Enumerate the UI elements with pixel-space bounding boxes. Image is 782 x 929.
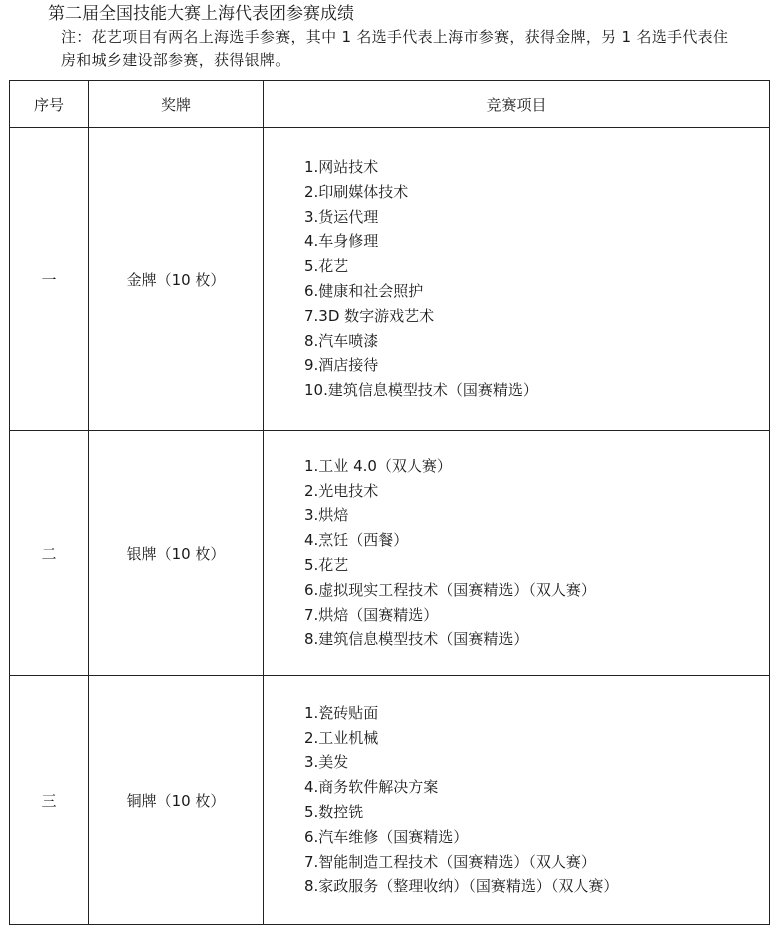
row-index: 一 <box>10 128 89 431</box>
event-item: 2.光电技术 <box>304 481 379 500</box>
event-item: 1.网站技术 <box>304 158 379 177</box>
event-item: 3.美发 <box>304 753 349 772</box>
event-item: 5.花艺 <box>304 257 349 276</box>
event-item: 3.货运代理 <box>304 207 379 226</box>
event-item: 2.印刷媒体技术 <box>304 182 409 201</box>
header-events: 竞赛项目 <box>264 81 770 128</box>
row-index: 二 <box>10 431 89 676</box>
row-index: 三 <box>10 676 89 925</box>
event-item: 4.商务软件解决方案 <box>304 778 439 797</box>
event-item: 10.建筑信息模型技术（国赛精选） <box>304 381 538 400</box>
header-medal: 奖牌 <box>89 81 264 128</box>
results-table <box>9 80 770 925</box>
medal-cell-gold: 金牌（10 枚） <box>89 128 264 431</box>
event-item: 7.智能制造工程技术（国赛精选）（双人赛） <box>304 852 596 871</box>
table-row-gold <box>10 128 770 431</box>
event-item: 9.酒店接待 <box>304 356 379 375</box>
event-list-gold <box>264 128 770 431</box>
event-item: 4.车身修理 <box>304 232 379 251</box>
event-item: 7.3D 数字游戏艺术 <box>304 306 435 325</box>
event-item: 7.烘焙（国赛精选） <box>304 605 439 624</box>
event-item: 6.健康和社会照护 <box>304 282 424 300</box>
table-row-silver <box>10 431 770 676</box>
event-list-silver <box>264 431 770 676</box>
table-row-bronze <box>10 676 770 925</box>
document-title: 第二届全国技能大赛上海代表团参赛成绩 <box>48 4 354 24</box>
header-index: 序号 <box>10 81 89 128</box>
event-item: 5.花艺 <box>304 556 349 574</box>
medal-cell-silver: 银牌（10 枚） <box>89 431 264 676</box>
medal-cell-bronze: 铜牌（10 枚） <box>89 676 264 925</box>
event-item: 6.虚拟现实工程技术（国赛精选）（双人赛） <box>304 580 596 599</box>
event-item: 1.瓷砖贴面 <box>304 703 379 722</box>
event-item: 8.汽车喷漆 <box>304 331 379 350</box>
event-item: 8.家政服务（整理收纳）（国赛精选）（双人赛） <box>304 877 619 896</box>
event-list-bronze <box>264 676 770 925</box>
event-item: 8.建筑信息模型技术（国赛精选） <box>304 630 529 649</box>
event-item: 3.烘焙 <box>304 506 349 525</box>
note-text: 注：花艺项目有两名上海选手参赛，其中 1 名选手代表上海市参赛，获得金牌，另 1 名选手代表住房和城乡建设部参赛，获得银牌。 <box>61 28 729 69</box>
event-item: 2.工业机械 <box>304 728 379 747</box>
event-item: 6.汽车维修（国赛精选） <box>304 827 469 846</box>
event-item: 5.数控铣 <box>304 803 364 821</box>
event-item: 4.烹饪（西餐） <box>304 531 409 550</box>
table-header-row <box>10 81 770 128</box>
event-item: 1.工业 4.0（双人赛） <box>304 456 452 475</box>
